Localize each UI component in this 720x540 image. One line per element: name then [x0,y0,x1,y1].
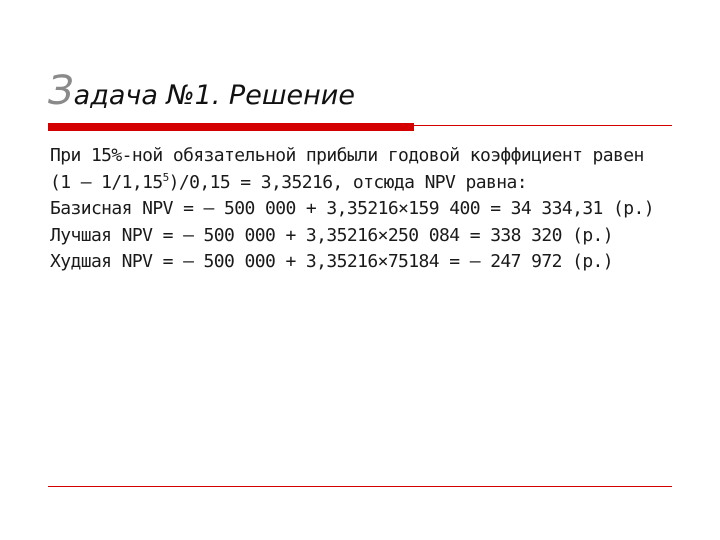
paragraph-worst-npv: Худшая NPV = – 500 000 + 3,35216×75184 = – 247 972 (р.) [50,251,614,273]
paragraph-base-npv: Базисная NPV = – 500 000 + 3,35216×159 400 = 34 334,31 (р.) [50,198,654,220]
paragraph-condition: При 15%-ной обязательной прибыли годовой коэффициент равен [50,145,644,166]
formula-part-1: (1 – 1/1,15 [50,171,163,193]
title-underline-thick [48,123,414,131]
paragraph-formula [50,170,690,197]
solution-text [50,143,690,276]
title-initial-letter: З [48,68,74,114]
title-text: адача №1. Решение [73,80,355,111]
footer-rule [48,486,672,487]
formula-part-2: )/0,15 = 3,35216, отсюда NPV равна: [168,171,527,193]
paragraph-best-npv: Лучшая NPV = – 500 000 + 3,35216×250 084 = 338 320 (р.) [50,224,614,246]
title-underline-thin [414,125,672,126]
slide-title [48,68,355,114]
formula-exponent: 5 [162,170,169,184]
